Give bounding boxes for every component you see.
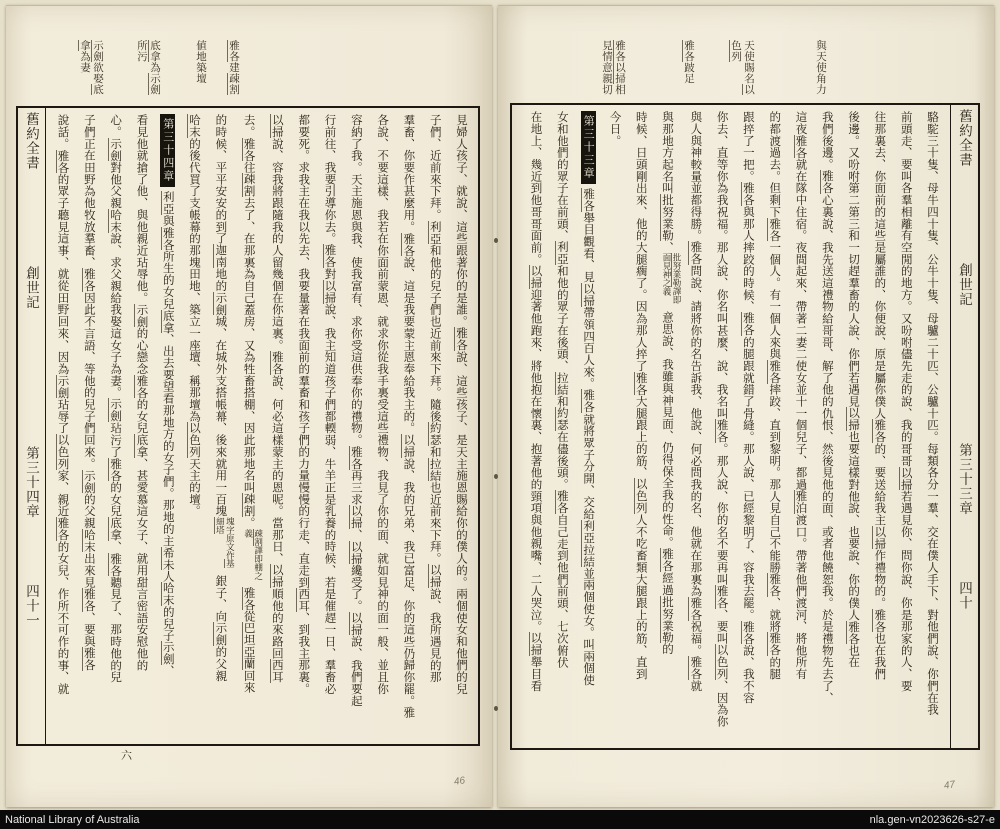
text-frame (510, 103, 980, 750)
column-text: 見婦人孩子、就說、這些跟著你的是誰。雅各說、這些孩子、是天主施恩賜給你的僕人的。兩個使女和他們的兒 (455, 114, 467, 695)
chapter-heading: 第三十四章 (160, 114, 175, 187)
column-text: 跟捽了一把。雅各與那人摔跤的時候、雅各的腿跟就錯了骨縫。那人說、已經黎明了、容我去罷。雅各說、我不容 (741, 111, 754, 704)
column-text: 你去、直等你為我祝福。那人說、你名叫甚麼、說、我名叫雅各。那人說、你的名不要再叫雅各、要叫以色列、因為你 (715, 111, 728, 728)
image-identifier: nla.gen-vn2023626-s27-e (869, 813, 995, 826)
text-column (654, 111, 682, 742)
column-text: 心。示劍對他父親哈末說、求父親給我娶這女子為妻。示劍玷污了雅各的女兒底拿、雅各聽見了、那時他的兒 (109, 114, 122, 683)
column-text: 的都渡過去。但剩下雅各一個人。有一個人來與雅各摔跤、直到黎明。那人見自己不能勝雅各、就將雅各的腿 (768, 111, 781, 680)
text-column (682, 111, 708, 742)
column-text: 與人與神較量並都得勝。雅各問說、請將你的名告訴我、他說、何必問我的名、他就在那裏為雅各祝福。雅各就 (689, 111, 702, 692)
text-column (549, 111, 575, 742)
text-column (814, 111, 840, 742)
text-column (919, 111, 945, 742)
column-text: 銀子、向示劍的父親 (214, 574, 227, 682)
column-text: 各說、不要這樣、我若在你面前蒙恩、就求你從我手裏受這些禮物、我見了你的面、就如見神的面一般、並且你 (376, 114, 389, 695)
margin-note: 値地築壇 (195, 40, 206, 84)
column-text: 我們後邊。雅各心裏說、我先送這禮物給哥哥、解了他的仇恨、然後見他的面、或者他饒恕我。於是禮物先去了、 (820, 111, 833, 704)
text-column (369, 114, 395, 738)
column-text: 的時候、平平安安的到了迦南地的示劍城、在城外支搭帳幕、後來就用一百塊 (214, 114, 227, 517)
stitch-hole (494, 474, 498, 479)
right-page-scan (498, 5, 994, 807)
text-column (421, 114, 447, 738)
text-column (735, 111, 761, 742)
text-column (343, 114, 369, 738)
column-text: 在地上、幾近到他哥哥面前。以掃迎著他跑來、將他抱在懷裏、抱著他的頸項與他親嘴、二人哭泣。以掃舉目看 (529, 111, 542, 692)
margin-note: 示劍欲娶底拿為妻 (79, 40, 103, 95)
column-text: 都要死。求我主在我以先去、我要量著在我面前的羣畜和孩子們的力量慢慢的行走、直走到西耳、到我主那裏。 (297, 114, 310, 695)
book-title: 舊約全書 (24, 112, 39, 170)
column-text: 今日。 (608, 111, 621, 147)
text-column (761, 111, 787, 742)
running-title-column (18, 108, 46, 744)
text-column (128, 114, 154, 738)
margin-note: 底拿為示劍所污 (136, 40, 160, 95)
text-column (601, 111, 627, 742)
column-text: 利亞與雅各所生的女兒底拿、出去要望看那地方的女子們。那地的主希未人哈末的兒子示劍、 (161, 191, 174, 677)
book-section: 創世記 (957, 263, 972, 307)
text-column (787, 111, 813, 742)
text-block (516, 111, 945, 742)
library-name: National Library of Australia (5, 813, 140, 826)
chapter-label: 第三十四章 (24, 445, 39, 518)
stitch-hole (494, 238, 498, 243)
text-column (154, 114, 180, 738)
text-column (316, 114, 342, 738)
book-section: 創世記 (24, 266, 39, 310)
column-text: 羣畜、你要作甚麼用。雅各說、這是我要蒙主恩奉給我主的。以掃說、我的兄弟、我已富足、你的這些仍歸你罷。雅 (402, 114, 415, 719)
text-column (102, 114, 128, 738)
column-text: 說話。雅各的眾子聽見這事、就從田野回來、因為示劍玷辱了以色列家、親近雅各的女兒、作所不可作的事、就 (56, 114, 69, 695)
text-column (49, 114, 75, 738)
column-text: 以掃說、容我將跟隨我的人留幾個在你這裏。雅各說、何必這樣蒙主的恩呢。當那日、以掃順他的來路回西耳 (270, 114, 283, 683)
folio-signature-mark: 六 (121, 750, 132, 762)
column-text: 看見他就搶了他、與他親近玷辱他。示劍的心戀念雅各的女兒底拿、甚愛慕這女子、就用甜言密語安慰他的 (135, 114, 148, 671)
text-column (235, 114, 263, 738)
column-text: 雅各從巴坦亞蘭回來 (242, 586, 255, 694)
text-column (627, 111, 653, 742)
margin-note: 天使賜名以色列 (730, 40, 754, 95)
inline-gloss: 塊字原文作基細塔 (215, 516, 236, 568)
stitch-hole (494, 706, 498, 711)
chapter-heading: 第三十三章 (581, 111, 596, 184)
text-column (181, 114, 207, 738)
text-column (522, 111, 548, 742)
text-column (395, 114, 421, 738)
column-text: 駱駝三十隻、母牛四十隻、公牛十隻、母驢二十匹、公驢十匹。每類各分一羣、交在僕人手下、對他們說、你們在我 (926, 111, 938, 716)
book-title: 舊約全書 (957, 109, 972, 167)
text-column (76, 114, 102, 738)
text-column (575, 111, 601, 742)
margin-note: 與天使角力 (815, 40, 826, 95)
column-text: 雅各舉目觀看、見以掃帶領四百人來。雅各就將眾子分開、交給利亞拉結並兩個使女。叫兩個使 (582, 188, 595, 686)
chapter-label: 第三十三章 (957, 442, 972, 515)
margin-note: 雅各建疎割 (228, 40, 239, 95)
text-column (708, 111, 734, 742)
column-text: 意思說、我雖與神見面、仍得保全我的性命。雅各經過批努業勒的 (661, 311, 674, 655)
margin-note: 雅各以掃相見情意親切 (601, 40, 625, 95)
text-block (51, 114, 474, 738)
library-bar (0, 810, 1000, 829)
column-text: 與那地方起名叫批努業勒、 (661, 111, 674, 254)
column-text: 往那裏去、你面前的這些是屬誰的、你便說、原是屬你僕人雅各的、要送給我主以掃作禮物的。雅各也在我們 (873, 111, 886, 680)
inline-gloss: 批努業勒譯即面見神之義 (662, 253, 683, 305)
page-number-chinese: 四十 (957, 581, 972, 610)
inline-gloss: 疎割譯即棚之義 (243, 528, 264, 580)
pencil-page-number: 47 (943, 779, 956, 792)
column-text: 行前往、我要引導你去。雅各對以掃說、我主知道孩子們都輭弱、牛羊正是乳養的時候、若是催趕一日、羣畜必 (323, 114, 336, 695)
column-text: 時候、日頭剛出來、他的大腿瘸了。因為那人捽了雅各大腿跟上的筋、以色列人不吃畜類大腿跟上的筋、直到 (634, 111, 647, 680)
text-column (290, 114, 316, 738)
column-text: 容納了我。天主施恩與我、使我富有、求你受這供奉你的禮物。雅各再三求以掃、以掃纔受了。以掃說、我們要起 (349, 114, 362, 707)
column-text: 子們、近前來下拜。利亞和他的兒子們也近前來下拜。隨後約瑟和拉結也近前來下拜。以掃說、我所遇見的那 (428, 114, 441, 683)
column-text: 子們正在田野為他牧放羣畜、雅各因此不言語、等他的兒子們回來。示劍的父親哈末出來見雅各、要與雅各 (82, 114, 95, 672)
margin-note: 雅各跛足 (683, 40, 694, 84)
page-number-chinese: 四十一 (24, 584, 39, 628)
column-text: 哈末的後代買了支帳幕的那塊田地、築立一座壇、稱那壇為以色列天主的壇。 (188, 114, 201, 517)
text-frame (16, 106, 480, 746)
column-text: 後邊。又吩咐第二第三和一切趕羣畜的人說、你們若遇見以掃也要這樣對他說、也要說、你的僕人雅各也在 (847, 111, 860, 668)
text-column (264, 114, 290, 738)
column-text: 這夜雅各就在隊中住宿。夜間起來、帶著二妻二使女並十一個兒子、都過雅泊渡口。帶著他們渡河、將他所有 (794, 111, 807, 680)
left-page-scan (6, 5, 492, 807)
column-text: 女和他們的眾子在前頭、利亞和他的眾子在後頭、拉結和約瑟在儘後頭。雅各自己走到他們前頭、七次俯伏 (555, 111, 568, 668)
pencil-page-number: 46 (453, 775, 466, 788)
text-column (207, 114, 235, 738)
column-text: 去。雅各往疎割去了、在那裏為自己蓋房、又為牲畜搭棚、因此那地名叫疎割。 (242, 114, 255, 529)
text-column (448, 114, 474, 738)
text-column (840, 111, 866, 742)
running-title-column (950, 105, 978, 748)
text-column (892, 111, 918, 742)
text-column (866, 111, 892, 742)
column-text: 前頭走、要叫各羣相離有空閒的地方。又吩咐儘先走的說、我的哥哥以掃若遇見你、問你說、你是那家的人、要 (899, 111, 912, 692)
